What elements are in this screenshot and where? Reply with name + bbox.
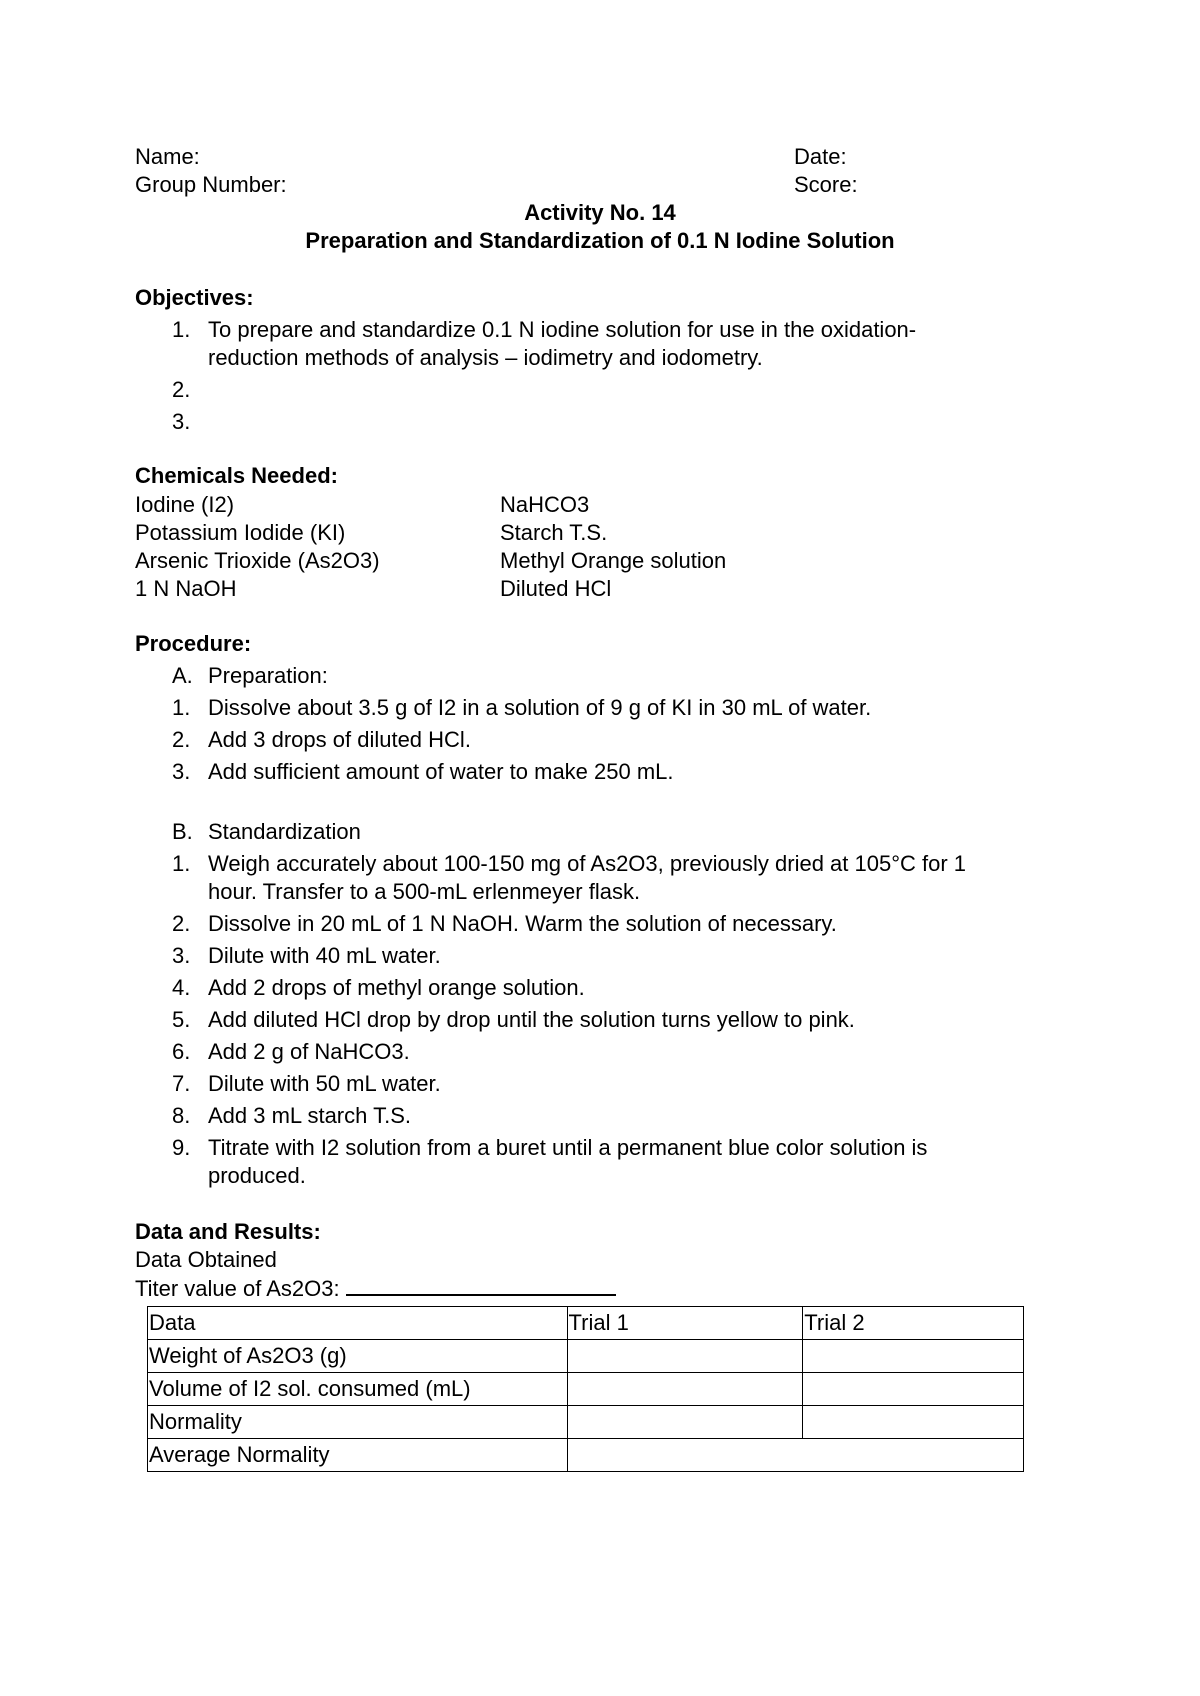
row-label: Volume of I2 sol. consumed (mL) <box>148 1373 568 1406</box>
average-cell <box>567 1439 1023 1472</box>
step-number: 8. <box>172 1103 191 1128</box>
std-step: Dilute with 50 mL water. <box>208 1071 441 1096</box>
step-number: 2. <box>172 727 191 752</box>
trial-1-cell <box>567 1340 803 1373</box>
std-step-9-line-1: Titrate with I2 solution from a buret until a permanent blue color solution is <box>208 1135 928 1160</box>
chemical-item: Iodine (I2) <box>135 492 235 517</box>
prep-step: Dissolve about 3.5 g of I2 in a solution of 9 g of KI in 30 mL of water. <box>208 695 872 720</box>
group-number-label: Group Number: <box>135 172 287 197</box>
std-step-1-line-2: hour. Transfer to a 500-mL erlenmeyer flask. <box>208 879 641 904</box>
step-number: 4. <box>172 975 191 1000</box>
titer-label: Titer value of As2O3: <box>135 1276 340 1301</box>
step-number: 3. <box>172 759 191 784</box>
chemical-item: Arsenic Trioxide (As2O3) <box>135 548 380 573</box>
section-b-title: Standardization <box>208 819 361 844</box>
std-step: Dilute with 40 mL water. <box>208 943 441 968</box>
step-number: 5. <box>172 1007 191 1032</box>
std-step: Add 3 mL starch T.S. <box>208 1103 411 1128</box>
step-number: 2. <box>172 911 191 936</box>
std-step: Add 2 drops of methyl orange solution. <box>208 975 585 1000</box>
results-table <box>147 1306 1024 1472</box>
objective-number: 1. <box>172 317 191 342</box>
chemical-item: Diluted HCl <box>500 576 612 601</box>
titer-value-line <box>135 1274 616 1303</box>
date-label: Date: <box>794 144 847 169</box>
step-number: 6. <box>172 1039 191 1064</box>
chemical-item: Methyl Orange solution <box>500 548 727 573</box>
prep-step: Add 3 drops of diluted HCl. <box>208 727 471 752</box>
step-number: 1. <box>172 851 191 876</box>
table-row <box>148 1340 1024 1373</box>
row-label: Average Normality <box>148 1439 568 1472</box>
trial-2-cell <box>803 1373 1024 1406</box>
score-label: Score: <box>794 172 858 197</box>
objective-1-line-1: To prepare and standardize 0.1 N iodine solution for use in the oxidation- <box>208 317 917 342</box>
table-header-row <box>148 1307 1024 1340</box>
table-header-cell: Trial 2 <box>803 1307 1024 1340</box>
procedure-heading: Procedure: <box>135 631 252 656</box>
trial-1-cell <box>567 1406 803 1439</box>
std-step-9-line-2: produced. <box>208 1163 306 1188</box>
table-row <box>148 1439 1024 1472</box>
trial-1-cell <box>567 1373 803 1406</box>
section-letter: B. <box>172 819 193 844</box>
step-number: 1. <box>172 695 191 720</box>
objective-number: 3. <box>172 409 191 434</box>
activity-subtitle: Preparation and Standardization of 0.1 N Iodine Solution <box>305 228 895 253</box>
chemical-item: Starch T.S. <box>500 520 608 545</box>
step-number: 3. <box>172 943 191 968</box>
objectives-heading: Objectives: <box>135 285 254 310</box>
table-row <box>148 1373 1024 1406</box>
trial-2-cell <box>803 1340 1024 1373</box>
table-row <box>148 1406 1024 1439</box>
row-label: Weight of As2O3 (g) <box>148 1340 568 1373</box>
section-letter: A. <box>172 663 193 688</box>
activity-title: Activity No. 14 <box>524 200 676 225</box>
row-label: Normality <box>148 1406 568 1439</box>
std-step: Add 2 g of NaHCO3. <box>208 1039 410 1064</box>
step-number: 7. <box>172 1071 191 1096</box>
chemical-item: NaHCO3 <box>500 492 590 517</box>
data-obtained-label: Data Obtained <box>135 1247 277 1272</box>
objective-1-line-2: reduction methods of analysis – iodimetry and iodometry. <box>208 345 763 370</box>
titer-blank-line <box>346 1274 616 1296</box>
chemicals-heading: Chemicals Needed: <box>135 463 338 488</box>
trial-2-cell <box>803 1406 1024 1439</box>
table-header-cell: Trial 1 <box>567 1307 803 1340</box>
section-a-title: Preparation: <box>208 663 328 688</box>
step-number: 9. <box>172 1135 191 1160</box>
std-step-1-line-1: Weigh accurately about 100-150 mg of As2O3, previously dried at 105°C for 1 <box>208 851 967 876</box>
std-step: Add diluted HCl drop by drop until the solution turns yellow to pink. <box>208 1007 855 1032</box>
chemical-item: Potassium Iodide (KI) <box>135 520 346 545</box>
prep-step: Add sufficient amount of water to make 250 mL. <box>208 759 674 784</box>
table-header-cell: Data <box>148 1307 568 1340</box>
name-label: Name: <box>135 144 200 169</box>
chemical-item: 1 N NaOH <box>135 576 237 601</box>
results-heading: Data and Results: <box>135 1219 321 1244</box>
std-step: Dissolve in 20 mL of 1 N NaOH. Warm the solution of necessary. <box>208 911 837 936</box>
objective-number: 2. <box>172 377 191 402</box>
